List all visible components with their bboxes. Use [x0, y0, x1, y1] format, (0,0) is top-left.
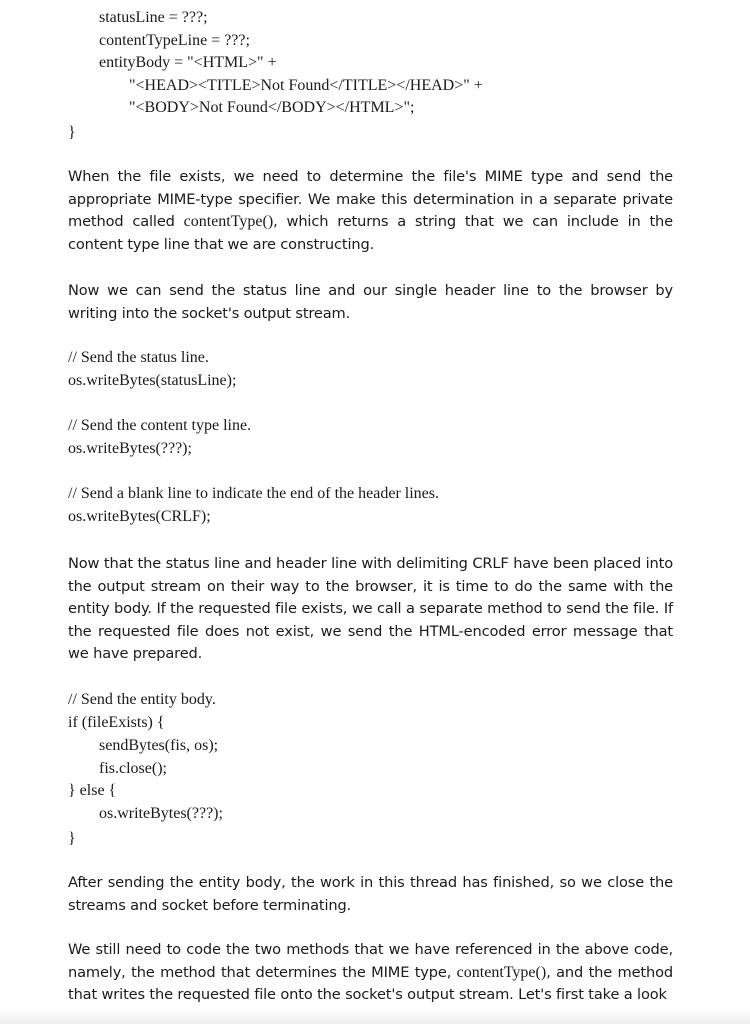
- code-comment-status: // Send the status line.: [68, 349, 209, 366]
- code-fis-close: fis.close();: [99, 760, 167, 777]
- code-comment-content-type: // Send the content type line.: [68, 417, 252, 434]
- paragraph-send-status: Now we can send the status line and our single header line to the browser by writing into the socket's output stream.: [68, 282, 673, 322]
- code-status-line: statusLine = ???;: [99, 9, 208, 26]
- code-write-error: os.writeBytes(???);: [99, 805, 223, 822]
- paragraph-entity-body: Now that the status line and header line with delimiting CRLF have been placed into the output stream on their way to the browser, it is time to do the same with the entity body. If the requested file exists, we call a separate method to send the file. If the requested file does not exist, we send the HTML-encoded error message that we have prepared.: [68, 555, 673, 663]
- code-write-crlf: os.writeBytes(CRLF);: [68, 508, 211, 525]
- paragraph-close-streams: After sending the entity body, the work in this thread has finished, so we close the streams and socket before terminating.: [68, 874, 673, 914]
- code-if-file-exists: if (fileExists) {: [68, 714, 165, 731]
- paragraph-mime-type: [68, 166, 673, 256]
- code-entity-body-close: "<BODY>Not Found</BODY></HTML>";: [129, 99, 415, 116]
- paragraph-text: , which returns a string that we can include in the content type line that we are constructing.: [68, 213, 673, 253]
- code-closing-brace-2: }: [68, 830, 76, 847]
- code-comment-entity-body: // Send the entity body.: [68, 691, 216, 708]
- inline-method-name: contentType(): [183, 213, 274, 231]
- inline-method-name: contentType(): [456, 963, 547, 981]
- code-comment-blank-line: // Send a blank line to indicate the end of the header lines.: [68, 485, 439, 502]
- code-content-type-line: contentTypeLine = ???;: [99, 32, 250, 49]
- page-bottom-edge: [0, 1010, 750, 1024]
- paragraph-text: We still need to code the two methods that we have referenced in the above code, namely, the method that determines the MIME type,: [68, 941, 673, 981]
- paragraph-text: When the file exists, we need to determine the file's MIME type and send the appropriate MIME-type specifier. We make this determination in a separate private method called: [68, 168, 673, 231]
- code-else: } else {: [68, 782, 117, 799]
- code-write-status: os.writeBytes(statusLine);: [68, 372, 237, 389]
- code-write-content-type: os.writeBytes(???);: [68, 440, 192, 457]
- code-send-bytes: sendBytes(fis, os);: [99, 737, 219, 754]
- code-entity-body: entityBody = "<HTML>" +: [99, 54, 277, 71]
- paragraph-text: , and the method that writes the requested file onto the socket's output stream. Let's first take a look: [68, 963, 673, 1004]
- code-closing-brace: }: [68, 124, 76, 141]
- paragraph-methods: [68, 939, 673, 1007]
- code-entity-head: "<HEAD><TITLE>Not Found</TITLE></HEAD>" +: [129, 77, 483, 94]
